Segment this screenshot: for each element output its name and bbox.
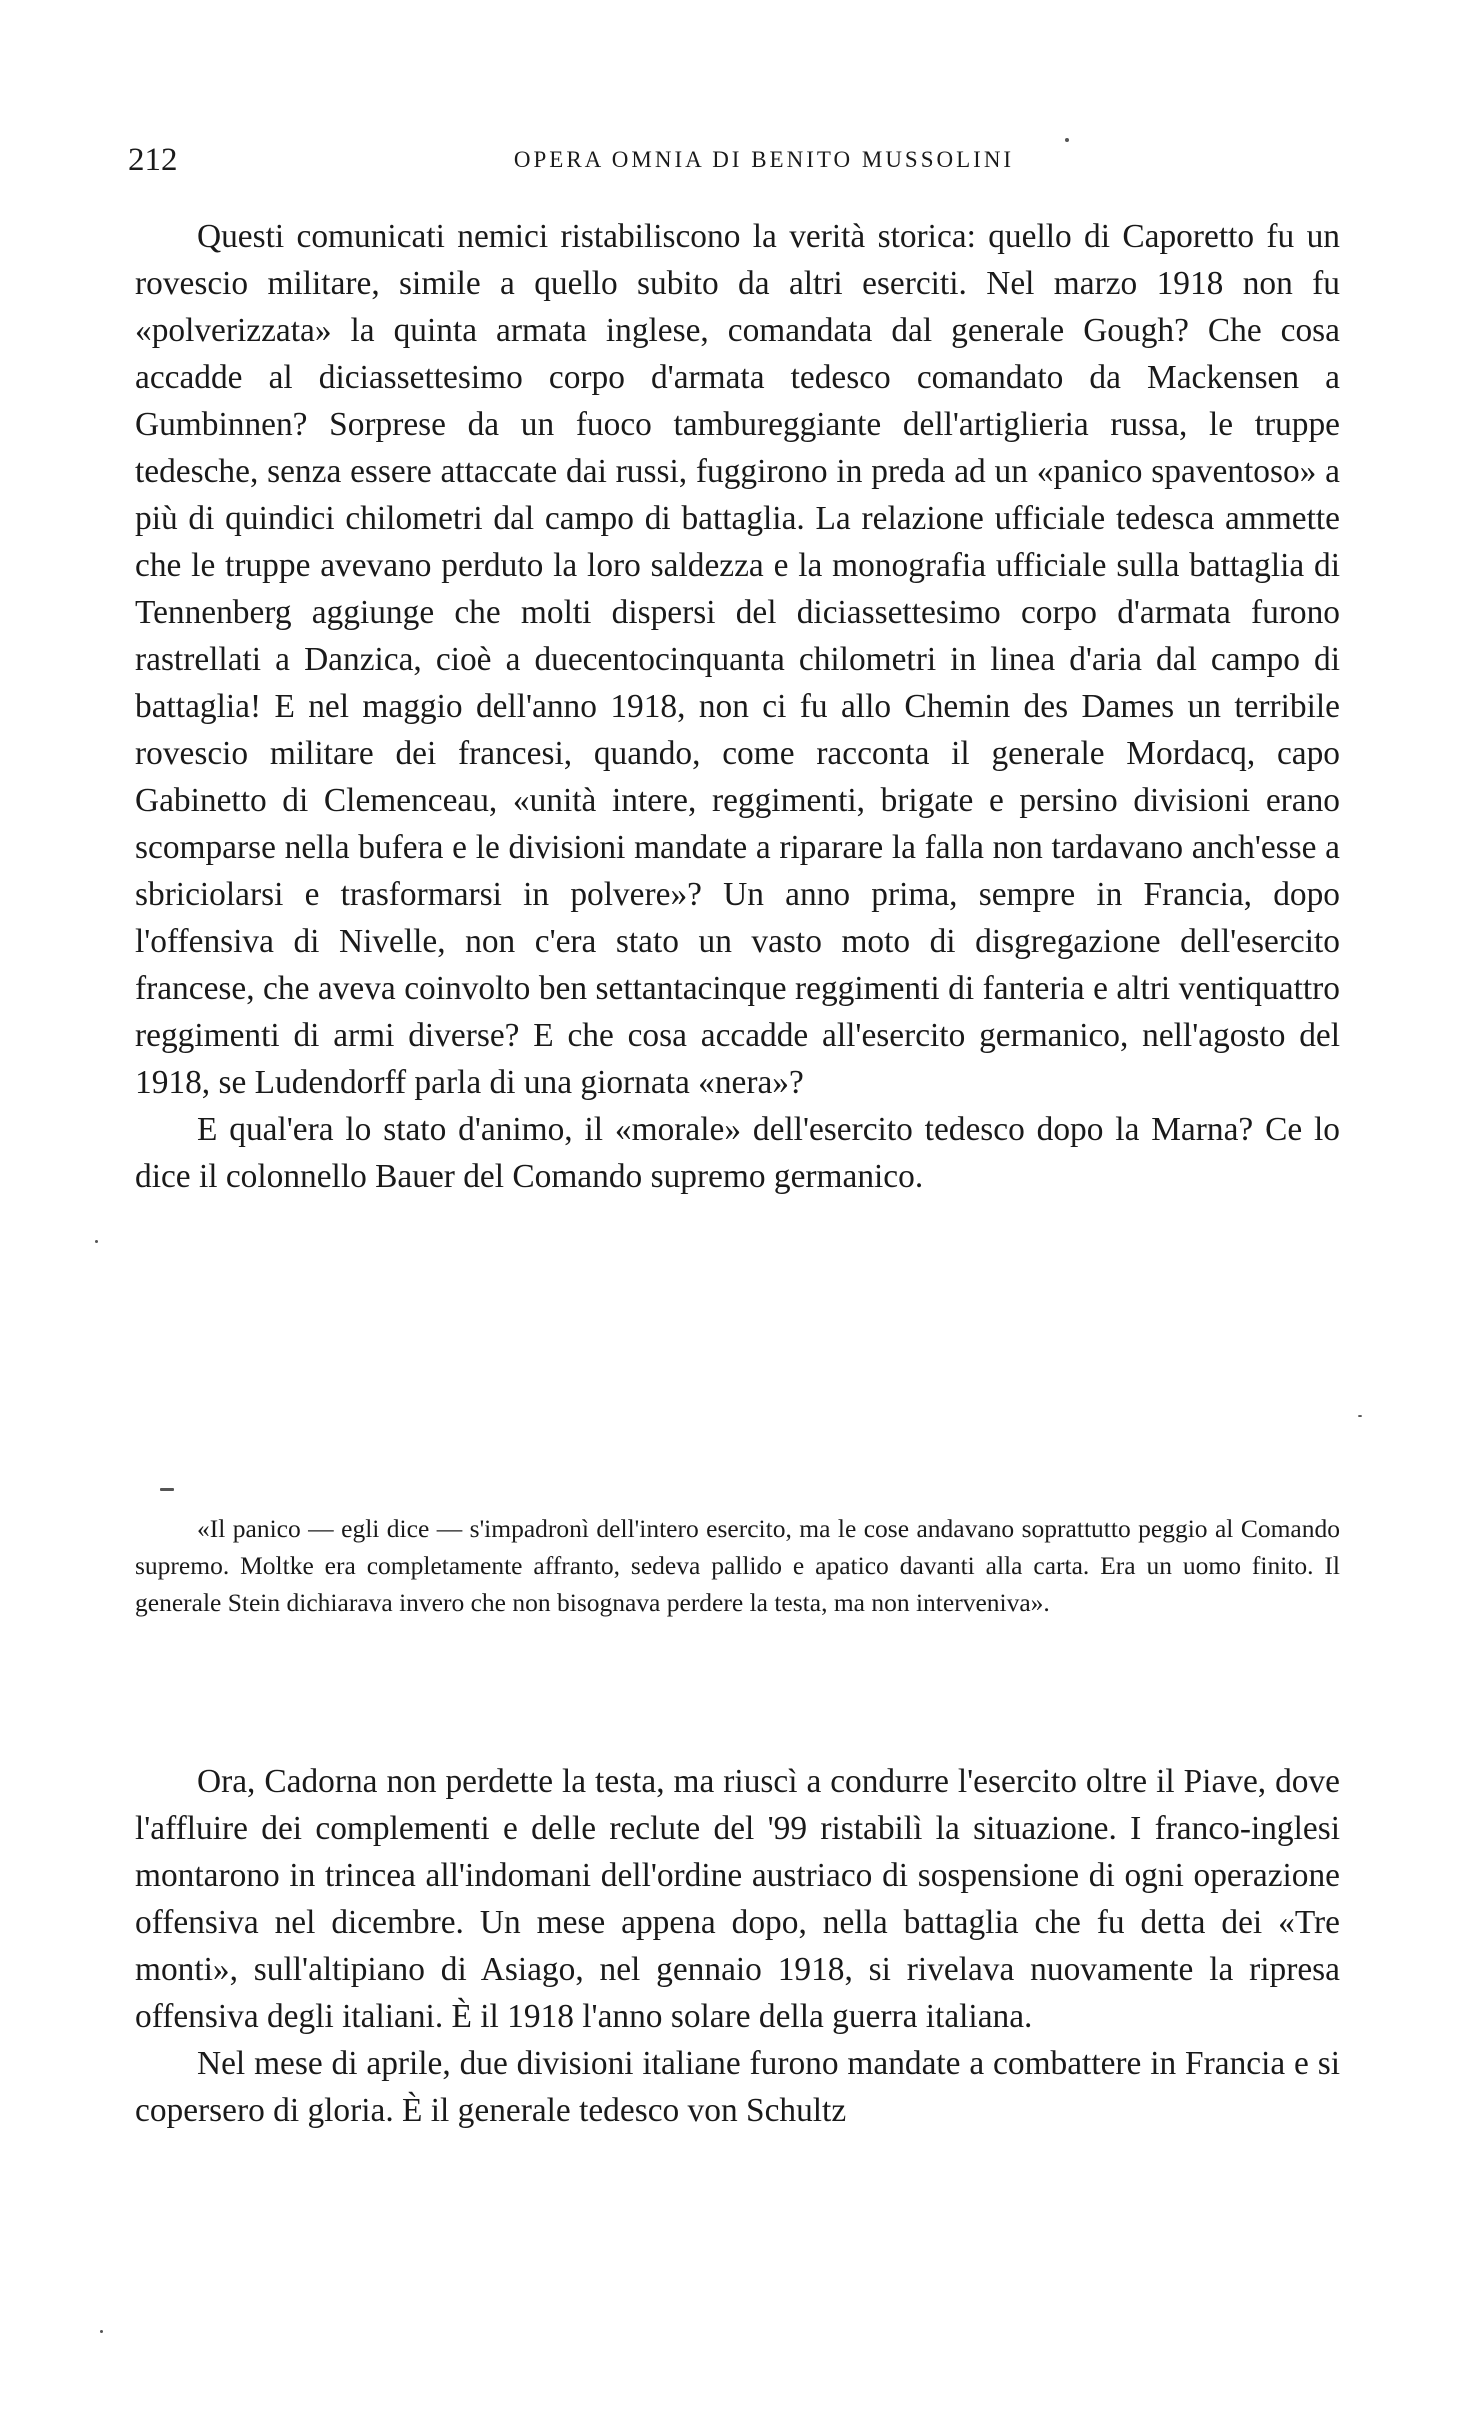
print-speck xyxy=(1358,1415,1362,1417)
body-paragraph: Ora, Cadorna non perdette la testa, ma riuscì a condurre l'esercito oltre il Piave, dove l'affluire dei complementi e delle reclute del '99 ristabilì la situazione. I franco-inglesi montarono in trincea all'indomani dell'ordine austriaco di sospensione di ogni operazione offensiva nel dicembre. Un mese appena dopo, nella battaglia che fu detta dei «Tre monti», sull'altipiano di Asiago, nel gennaio 1918, si rivelava nuovamente la ripresa offensiva degli italiani. È il 1918 l'anno solare della guerra italiana. xyxy=(135,1763,1340,2035)
page-header xyxy=(128,140,1340,180)
print-speck xyxy=(1065,138,1069,142)
page-number: 212 xyxy=(128,142,178,178)
main-text-block xyxy=(135,213,1340,1200)
running-head: OPERA OMNIA DI BENITO MUSSOLINI xyxy=(513,147,1015,172)
block-quote xyxy=(135,1510,1340,1621)
body-paragraph: Questi comunicati nemici ristabiliscono la verità storica: quello di Caporetto fu un rovescio militare, simile a quello subito da altri eserciti. Nel marzo 1918 non fu «polverizzata» la quinta armata inglese, comandata dal generale Gough? Che cosa accadde al diciassettesimo corpo d'armata tedesco comandato da Mackensen a Gumbinnen? Sorprese da un fuoco tambureggiante dell'artiglieria russa, le truppe tedesche, senza essere attaccate dai russi, fuggirono in preda ad un «panico spaventoso» a più di quindici chilometri dal campo di battaglia. La relazione ufficiale tedesca ammette che le truppe avevano perduto la loro saldezza e la monografia ufficiale sulla battaglia di Tennenberg aggiunge che molti dispersi del diciassettesimo corpo d'armata furono rastrellati a Danzica, cioè a duecentocinquanta chilometri in linea d'aria dal campo di battaglia! E nel maggio dell'anno 1918, non ci fu allo Chemin des Dames un terribile rovescio militare dei francesi, quando, come racconta il generale Mordacq, capo Gabinetto di Clemenceau, «unità intere, reggimenti, brigate e persino divisioni erano scomparse nella bufera e le divisioni mandate a riparare la falla non tardavano anch'esse a sbriciolarsi e trasformarsi in polvere»? Un anno prima, sempre in Francia, dopo l'offensiva di Nivelle, non c'era stato un vasto moto di disgregazione dell'esercito francese, che aveva coinvolto ben settantacinque reggimenti di fanteria e altri ventiquattro reggimenti di armi diverse? E che cosa accadde all'esercito germanico, nell'agosto del 1918, se Ludendorff parla di una giornata «nera»? xyxy=(135,218,1340,1101)
print-speck xyxy=(160,1488,174,1491)
body-paragraph: Nel mese di aprile, due divisioni italiane furono mandate a combattere in Francia e si copersero di gloria. È il generale tedesco von Schultz xyxy=(135,2045,1340,2129)
print-speck xyxy=(100,2330,103,2333)
print-speck xyxy=(95,1240,98,1243)
lower-text-block xyxy=(135,1758,1340,2134)
quote-paragraph: «Il panico — egli dice — s'impadronì dell'intero esercito, ma le cose andavano soprattutto peggio al Comando supremo. Moltke era completamente affranto, sedeva pallido e apatico davanti alla carta. Era un uomo finito. Il generale Stein dichiarava invero che non bisognava perdere la testa, ma non interveniva». xyxy=(135,1514,1340,1617)
body-paragraph: E qual'era lo stato d'animo, il «morale» dell'esercito tedesco dopo la Marna? Ce lo dice il colonnello Bauer del Comando supremo germanico. xyxy=(135,1111,1340,1195)
